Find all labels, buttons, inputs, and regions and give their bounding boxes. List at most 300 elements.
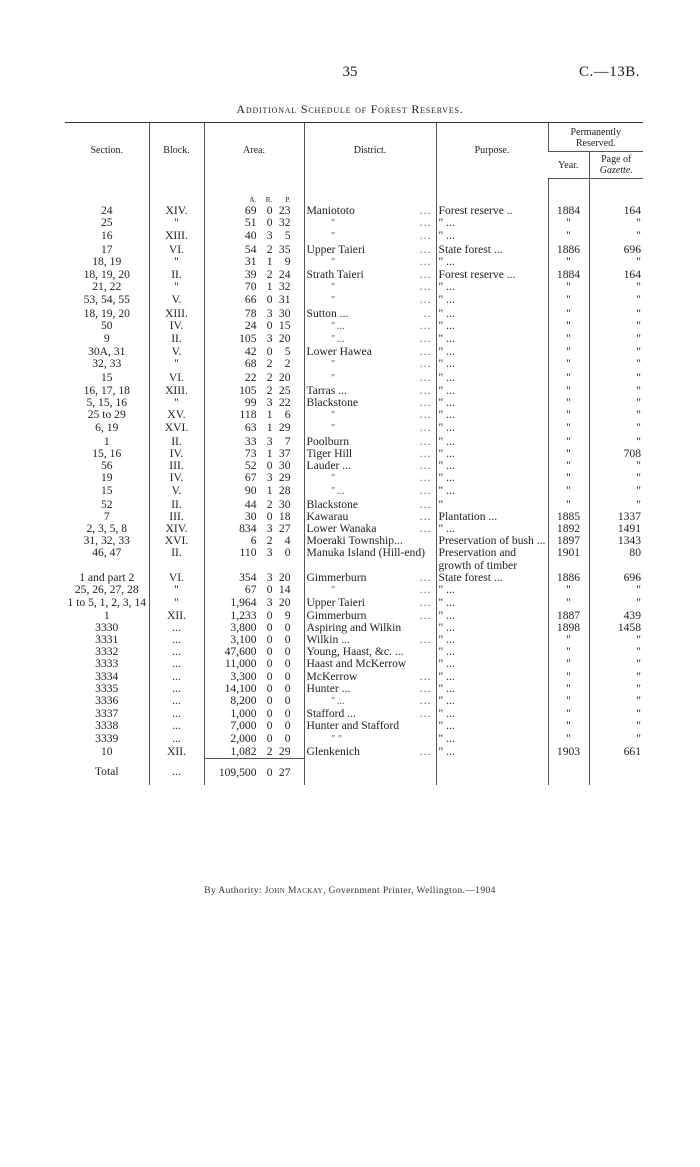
district-name: Haast and McKerrow bbox=[306, 658, 407, 671]
perches-value: 0 bbox=[284, 732, 291, 745]
table-row bbox=[65, 385, 643, 397]
section-cell: 16 bbox=[100, 230, 113, 243]
table-row bbox=[65, 597, 643, 609]
year-cell: " bbox=[548, 695, 589, 708]
district-cell bbox=[304, 385, 436, 397]
roods-value: 3 bbox=[266, 547, 273, 560]
block-cell: XVI. bbox=[149, 422, 204, 435]
roods-value: 0 bbox=[266, 294, 273, 307]
gazette-page-cell: " bbox=[589, 460, 643, 472]
leader-dots: ... bbox=[419, 205, 432, 217]
roods-value: 0 bbox=[266, 584, 273, 597]
roods-value: 0 bbox=[266, 708, 273, 721]
district-name: McKerrow bbox=[306, 670, 358, 683]
district-name: " bbox=[330, 585, 335, 597]
acres-value: 7,000 bbox=[230, 720, 257, 733]
column-header-purpose: Purpose. bbox=[436, 123, 548, 179]
gazette-page-cell: " bbox=[589, 499, 643, 511]
year-cell: " bbox=[548, 409, 589, 422]
unit-perches: P. bbox=[285, 195, 291, 204]
leader-dots: ... bbox=[419, 745, 432, 758]
perches-value: 15 bbox=[278, 319, 291, 332]
roods-value: 3 bbox=[266, 230, 273, 243]
table-row bbox=[65, 294, 643, 307]
year-cell: " bbox=[548, 460, 589, 472]
acres-value: 834 bbox=[239, 523, 257, 536]
acres-value: 66 bbox=[244, 294, 257, 307]
district-cell bbox=[304, 733, 436, 746]
section-cell: 1 bbox=[103, 609, 110, 622]
purpose-cell: " ... bbox=[436, 409, 548, 422]
table-row bbox=[65, 205, 643, 217]
district-cell bbox=[304, 269, 436, 281]
year-cell: 1901 bbox=[548, 547, 589, 571]
table-row bbox=[65, 472, 643, 485]
section-cell: 21, 22 bbox=[92, 281, 122, 294]
district-name: Aspiring and Wilkin bbox=[306, 621, 402, 634]
leader-dots: ... bbox=[419, 319, 432, 332]
district-cell bbox=[304, 708, 436, 720]
acres-value: 354 bbox=[239, 571, 257, 584]
purpose-cell: " ... bbox=[436, 320, 548, 333]
area-cell bbox=[204, 448, 304, 460]
district-cell bbox=[304, 320, 436, 333]
table-row bbox=[65, 695, 643, 708]
block-cell: XII. bbox=[149, 746, 204, 759]
year-cell: 1886 bbox=[548, 572, 589, 584]
district-name: Lauder ... bbox=[306, 460, 351, 473]
purpose-cell: " ... bbox=[436, 683, 548, 695]
gazette-page-cell: " bbox=[589, 733, 643, 746]
purpose-cell: " ... bbox=[436, 746, 548, 759]
year-cell: 1886 bbox=[548, 244, 589, 256]
district-cell bbox=[304, 281, 436, 294]
year-cell: 1885 bbox=[548, 511, 589, 523]
unit-acres: A. bbox=[249, 195, 257, 204]
purpose-cell: " ... bbox=[436, 372, 548, 385]
district-cell bbox=[304, 409, 436, 422]
district-name: " bbox=[330, 231, 335, 243]
perches-value: 0 bbox=[284, 682, 291, 695]
year-cell: " bbox=[548, 308, 589, 320]
area-cell bbox=[204, 436, 304, 448]
perches-value: 32 bbox=[278, 217, 291, 230]
perches-value: 24 bbox=[278, 269, 291, 282]
section-cell: 3330 bbox=[95, 621, 119, 634]
leader-dots: .. bbox=[423, 307, 432, 320]
year-cell: 1884 bbox=[548, 205, 589, 217]
gazette-page-cell: " bbox=[589, 584, 643, 597]
year-cell: " bbox=[548, 646, 589, 658]
purpose-cell: " ... bbox=[436, 460, 548, 472]
area-cell bbox=[204, 746, 304, 759]
leader-dots: ... bbox=[419, 346, 432, 359]
gazette-page-cell: " bbox=[589, 281, 643, 294]
acres-value: 73 bbox=[244, 447, 257, 460]
year-cell: " bbox=[548, 485, 589, 498]
district-cell bbox=[304, 472, 436, 485]
purpose-cell: " ... bbox=[436, 720, 548, 732]
purpose-cell: " ... bbox=[436, 217, 548, 230]
gazette-page-cell: 439 bbox=[589, 610, 643, 622]
roods-value: 3 bbox=[266, 333, 273, 346]
section-cell: 50 bbox=[100, 319, 113, 332]
year-cell: 1898 bbox=[548, 622, 589, 634]
block-cell: VI. bbox=[149, 572, 204, 584]
perches-value: 0 bbox=[284, 670, 291, 683]
block-cell: II. bbox=[149, 499, 204, 511]
roods-value: 0 bbox=[266, 694, 273, 707]
area-cell bbox=[204, 422, 304, 435]
perches-value: 29 bbox=[278, 472, 291, 485]
block-cell: IV. bbox=[149, 320, 204, 333]
section-cell: 7 bbox=[103, 510, 110, 523]
purpose-cell: " ... bbox=[436, 294, 548, 307]
table-row bbox=[65, 683, 643, 695]
year-cell: " bbox=[548, 346, 589, 358]
perches-value: 0 bbox=[284, 633, 291, 646]
area-cell bbox=[204, 217, 304, 230]
area-cell bbox=[204, 244, 304, 256]
gazette-page-cell: " bbox=[589, 646, 643, 658]
district-name: " bbox=[330, 473, 335, 485]
acres-value: 8,200 bbox=[230, 694, 257, 707]
roods-value: 0 bbox=[266, 682, 273, 695]
leader-dots: ... bbox=[419, 708, 432, 721]
gazette-page-cell: 708 bbox=[589, 448, 643, 460]
area-cell bbox=[204, 320, 304, 333]
block-cell: " bbox=[149, 256, 204, 269]
section-cell: 3332 bbox=[95, 646, 119, 659]
block-cell: II. bbox=[149, 333, 204, 346]
block-cell: ... bbox=[149, 720, 204, 732]
roods-value: 1 bbox=[266, 255, 273, 268]
acres-value: 118 bbox=[239, 409, 257, 422]
acres-value: 69 bbox=[244, 205, 257, 217]
year-cell: " bbox=[548, 436, 589, 448]
leader-dots: ... bbox=[419, 384, 432, 397]
gazette-page-cell: " bbox=[589, 720, 643, 732]
section-cell: 25, 26, 27, 28 bbox=[74, 584, 139, 597]
perches-value: 30 bbox=[278, 498, 291, 511]
area-cell bbox=[204, 658, 304, 670]
perches-value: 4 bbox=[284, 535, 291, 548]
perches-value: 0 bbox=[284, 658, 291, 671]
table-row bbox=[65, 281, 643, 294]
section-cell: 18, 19, 20 bbox=[83, 269, 130, 282]
block-cell: V. bbox=[149, 294, 204, 307]
district-name: Sutton ... bbox=[306, 307, 349, 320]
block-cell: " bbox=[149, 584, 204, 597]
perches-value: 2 bbox=[284, 358, 291, 371]
perches-value: 6 bbox=[284, 409, 291, 422]
roods-value: 3 bbox=[266, 597, 273, 610]
year-cell: " bbox=[548, 333, 589, 346]
district-cell bbox=[304, 460, 436, 472]
block-cell: XII. bbox=[149, 610, 204, 622]
year-cell: 1903 bbox=[548, 746, 589, 759]
district-cell bbox=[304, 646, 436, 658]
perches-value: 7 bbox=[284, 435, 291, 448]
table-row bbox=[65, 409, 643, 422]
section-cell: 46, 47 bbox=[92, 547, 122, 560]
area-cell bbox=[204, 308, 304, 320]
table-row bbox=[65, 485, 643, 498]
area-cell bbox=[204, 634, 304, 646]
table-row bbox=[65, 622, 643, 634]
leader-dots: ... bbox=[419, 230, 432, 243]
year-cell: " bbox=[548, 720, 589, 732]
block-cell: III. bbox=[149, 460, 204, 472]
block-cell: ... bbox=[149, 708, 204, 720]
table-row bbox=[65, 358, 643, 371]
roods-value: 0 bbox=[266, 658, 273, 671]
gazette-page-cell: " bbox=[589, 708, 643, 720]
roods-value: 3 bbox=[266, 307, 273, 320]
leader-dots: ... bbox=[419, 422, 432, 435]
district-name: Moeraki Township... bbox=[306, 535, 403, 548]
area-cell bbox=[204, 205, 304, 217]
total-perches: 27 bbox=[278, 765, 291, 779]
area-cell bbox=[204, 230, 304, 243]
unit-roods: R. bbox=[265, 195, 273, 204]
area-cell bbox=[204, 535, 304, 547]
district-cell bbox=[304, 436, 436, 448]
district-cell bbox=[304, 217, 436, 230]
block-cell: ... bbox=[149, 733, 204, 746]
purpose-cell: " ... bbox=[436, 281, 548, 294]
district-name: " bbox=[330, 359, 335, 371]
roods-value: 0 bbox=[266, 510, 273, 523]
purpose-cell: " ... bbox=[436, 448, 548, 460]
purpose-cell: " ... bbox=[436, 346, 548, 358]
perches-value: 14 bbox=[278, 584, 291, 597]
leader-dots: ... bbox=[419, 571, 432, 584]
section-cell: 31, 32, 33 bbox=[83, 535, 130, 548]
section-cell: 9 bbox=[103, 333, 110, 346]
section-cell: 25 bbox=[100, 217, 113, 230]
year-cell: " bbox=[548, 708, 589, 720]
area-cell bbox=[204, 646, 304, 658]
purpose-cell: " ... bbox=[436, 485, 548, 498]
purpose-cell: " ... bbox=[436, 695, 548, 708]
year-cell: " bbox=[548, 422, 589, 435]
total-label: Total bbox=[94, 765, 119, 779]
document-reference: C.—13B. bbox=[578, 64, 640, 80]
table-row bbox=[65, 422, 643, 435]
acres-value: 1,233 bbox=[230, 609, 257, 622]
roods-value: 3 bbox=[266, 397, 273, 410]
area-cell bbox=[204, 511, 304, 523]
block-cell: XIII. bbox=[149, 230, 204, 243]
perches-value: 30 bbox=[278, 307, 291, 320]
purpose-cell: " ... bbox=[436, 230, 548, 243]
acres-value: 42 bbox=[244, 346, 257, 359]
perches-value: 35 bbox=[278, 243, 291, 256]
district-name: Tiger Hill bbox=[306, 447, 353, 460]
roods-value: 0 bbox=[266, 670, 273, 683]
acres-value: 39 bbox=[244, 269, 257, 282]
forest-reserves-table bbox=[65, 122, 643, 785]
purpose-cell: " ... bbox=[436, 584, 548, 597]
district-cell bbox=[304, 622, 436, 634]
area-cell bbox=[204, 523, 304, 535]
perches-value: 20 bbox=[278, 571, 291, 584]
acres-value: 110 bbox=[239, 547, 257, 560]
perches-value: 9 bbox=[284, 255, 291, 268]
year-cell: " bbox=[548, 281, 589, 294]
block-cell: V. bbox=[149, 485, 204, 498]
roods-value: 0 bbox=[266, 217, 273, 230]
column-header-district: District. bbox=[304, 123, 436, 179]
acres-value: 3,300 bbox=[230, 670, 257, 683]
column-header-area: Area. bbox=[204, 123, 304, 179]
section-cell: 3336 bbox=[95, 694, 119, 707]
section-cell: 32, 33 bbox=[92, 358, 122, 371]
district-name: " bbox=[330, 410, 335, 422]
acres-value: 3,800 bbox=[230, 621, 257, 634]
gazette-page-cell: 1491 bbox=[589, 523, 643, 535]
section-cell: 5, 15, 16 bbox=[86, 397, 128, 410]
district-cell bbox=[304, 372, 436, 385]
district-name: Tarras ... bbox=[306, 384, 347, 397]
district-name: Blackstone bbox=[306, 397, 359, 410]
block-cell: VI. bbox=[149, 372, 204, 385]
printer-footer bbox=[0, 886, 700, 896]
total-roods: 0 bbox=[266, 765, 273, 779]
table-row bbox=[65, 511, 643, 523]
table-row bbox=[65, 256, 643, 269]
table-row bbox=[65, 671, 643, 683]
table-row bbox=[65, 372, 643, 385]
purpose-cell: " ... bbox=[436, 385, 548, 397]
perches-value: 20 bbox=[278, 333, 291, 346]
perches-value: 5 bbox=[284, 230, 291, 243]
year-cell: " bbox=[548, 658, 589, 670]
district-cell bbox=[304, 720, 436, 732]
area-cell bbox=[204, 294, 304, 307]
perches-value: 29 bbox=[278, 745, 291, 758]
section-cell: 1 to 5, 1, 2, 3, 14 bbox=[67, 597, 147, 610]
year-cell: 1887 bbox=[548, 610, 589, 622]
roods-value: 2 bbox=[266, 358, 273, 371]
area-cell bbox=[204, 671, 304, 683]
purpose-cell: " ... bbox=[436, 333, 548, 346]
gazette-page-cell: " bbox=[589, 397, 643, 409]
perches-value: 27 bbox=[278, 523, 291, 536]
district-cell bbox=[304, 683, 436, 695]
gazette-page-cell: " bbox=[589, 385, 643, 397]
district-name: " bbox=[330, 218, 335, 230]
roods-value: 3 bbox=[266, 435, 273, 448]
district-cell bbox=[304, 333, 436, 346]
section-cell: 52 bbox=[100, 498, 113, 511]
area-cell bbox=[204, 597, 304, 609]
district-cell bbox=[304, 658, 436, 670]
block-cell: IV. bbox=[149, 448, 204, 460]
leader-dots: ... bbox=[419, 447, 432, 460]
perches-value: 31 bbox=[278, 294, 291, 307]
table-row bbox=[65, 448, 643, 460]
table-row bbox=[65, 436, 643, 448]
block-cell: XIV. bbox=[149, 523, 204, 535]
total-block: ... bbox=[149, 758, 204, 779]
roods-value: 0 bbox=[266, 205, 273, 217]
gazette-page-cell: 661 bbox=[589, 746, 643, 759]
block-cell: " bbox=[149, 358, 204, 371]
section-cell: 3334 bbox=[95, 670, 119, 683]
district-cell bbox=[304, 746, 436, 759]
district-cell bbox=[304, 547, 436, 571]
district-cell bbox=[304, 597, 436, 609]
district-name: " " bbox=[330, 733, 342, 745]
leader-dots: ... bbox=[419, 281, 432, 294]
acres-value: 90 bbox=[244, 485, 257, 498]
table-row bbox=[65, 269, 643, 281]
year-cell: " bbox=[548, 397, 589, 409]
acres-value: 67 bbox=[244, 584, 257, 597]
district-name: " bbox=[330, 423, 335, 435]
district-name: Gimmerburn bbox=[306, 609, 367, 622]
year-cell: " bbox=[548, 372, 589, 385]
purpose-cell: " ... bbox=[436, 256, 548, 269]
acres-value: 11,000 bbox=[225, 658, 257, 671]
leader-dots: ... bbox=[419, 460, 432, 473]
table-row bbox=[65, 244, 643, 256]
district-cell bbox=[304, 448, 436, 460]
acres-value: 30 bbox=[244, 510, 257, 523]
perches-value: 30 bbox=[278, 460, 291, 473]
district-name: Wilkin ... bbox=[306, 633, 350, 646]
section-cell: 16, 17, 18 bbox=[83, 384, 130, 397]
section-cell: 17 bbox=[100, 243, 113, 256]
roods-value: 0 bbox=[266, 646, 273, 659]
block-cell: III. bbox=[149, 511, 204, 523]
block-cell: VI. bbox=[149, 244, 204, 256]
area-cell bbox=[204, 281, 304, 294]
gazette-label: Gazette. bbox=[599, 165, 633, 176]
perches-value: 22 bbox=[278, 397, 291, 410]
gazette-page-cell: " bbox=[589, 695, 643, 708]
leader-dots: ... bbox=[419, 485, 432, 498]
block-cell: ... bbox=[149, 646, 204, 658]
roods-value: 2 bbox=[266, 384, 273, 397]
gazette-page-cell: 1343 bbox=[589, 535, 643, 547]
year-cell: " bbox=[548, 499, 589, 511]
acres-value: 67 bbox=[244, 472, 257, 485]
section-cell: 18, 19 bbox=[92, 255, 122, 268]
table-row bbox=[65, 499, 643, 511]
acres-value: 1,964 bbox=[230, 597, 257, 610]
purpose-cell: " ... bbox=[436, 622, 548, 634]
leader-dots: ... bbox=[419, 682, 432, 695]
district-cell bbox=[304, 205, 436, 217]
perches-value: 18 bbox=[278, 510, 291, 523]
roods-value: 0 bbox=[266, 609, 273, 622]
purpose-cell: " ... bbox=[436, 597, 548, 609]
year-cell: " bbox=[548, 597, 589, 609]
section-cell: 25 to 29 bbox=[87, 409, 126, 422]
roods-value: 1 bbox=[266, 422, 273, 435]
table-row bbox=[65, 333, 643, 346]
roods-value: 3 bbox=[266, 523, 273, 536]
gazette-page-cell: " bbox=[589, 333, 643, 346]
acres-value: 52 bbox=[244, 460, 257, 473]
roods-value: 0 bbox=[266, 460, 273, 473]
roods-value: 0 bbox=[266, 346, 273, 359]
gazette-page-cell: 1458 bbox=[589, 622, 643, 634]
year-cell: " bbox=[548, 733, 589, 746]
